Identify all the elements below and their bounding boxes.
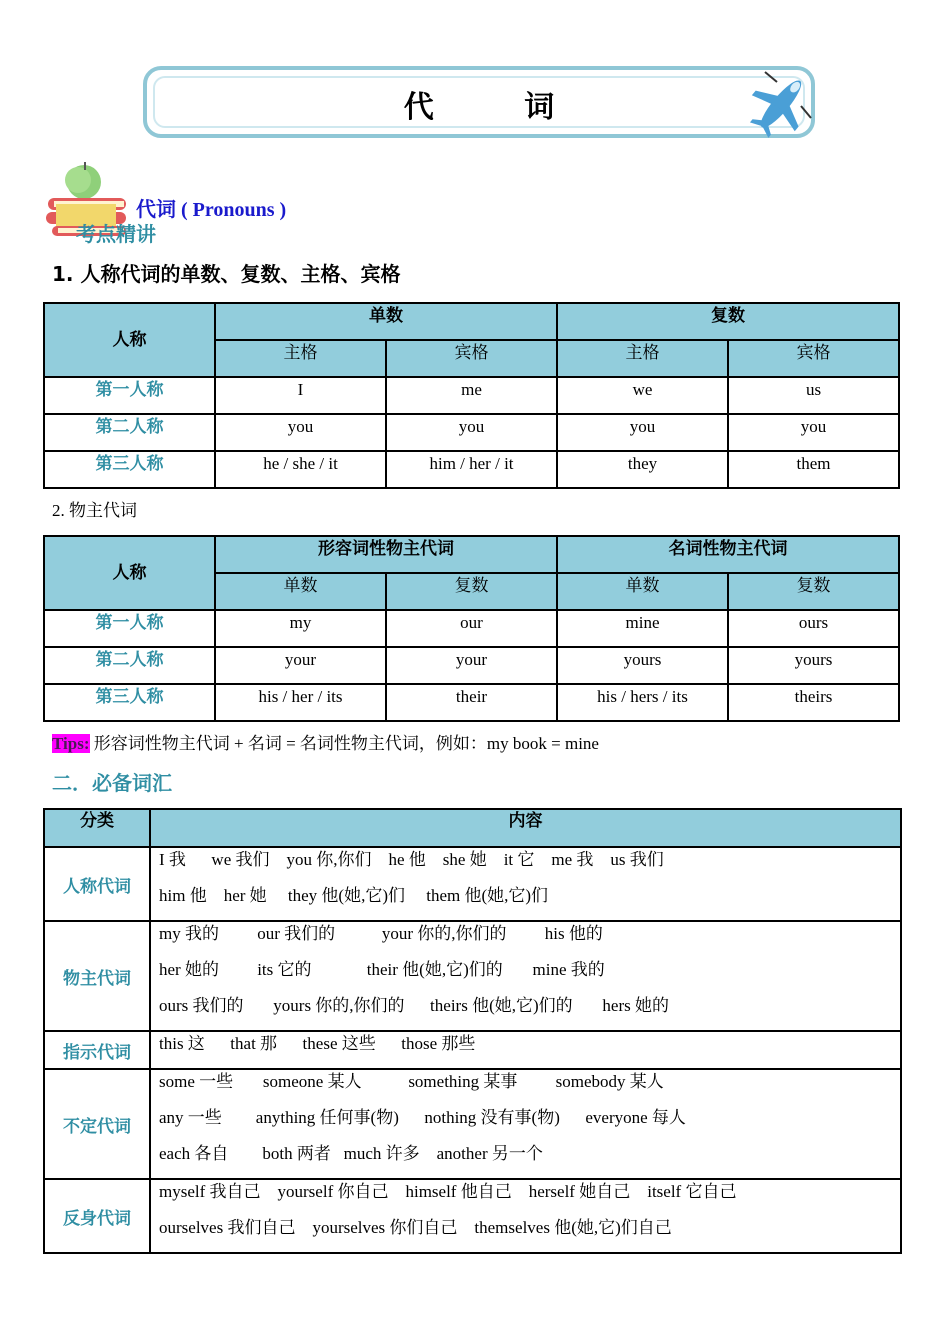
header-adjective-possessive: 形容词性物主代词 [215, 536, 557, 573]
table-cell: me [386, 377, 557, 414]
table-row [44, 377, 899, 414]
table-cell: our [386, 610, 557, 647]
table-row [44, 1069, 901, 1179]
table-row [44, 451, 899, 488]
section-subtitle: 考点精讲 [76, 222, 156, 246]
tips-text: 形容词性物主代词 + 名词 = 名词性物主代词，例如：my book = mine [89, 734, 599, 753]
content-line: each 各自 both 两者 much 许多 another 另一个 [159, 1144, 543, 1163]
heading-possessive-pronouns: 2. 物主代词 [52, 501, 137, 520]
table-cell: you [557, 414, 728, 451]
row-label: 第一人称 [44, 610, 215, 647]
tips-note [52, 729, 599, 754]
table-cell: him / her / it [386, 451, 557, 488]
table-cell: we [557, 377, 728, 414]
table-cell: your [215, 647, 386, 684]
table-row [44, 921, 901, 1031]
content-line: ours 我们的 yours 你的,你们的 theirs 他(她,它)们的 hers 她的 [159, 996, 669, 1015]
row-label: 第三人称 [44, 684, 215, 721]
category-label: 人称代词 [44, 847, 150, 921]
airplane-icon [745, 68, 817, 140]
content-line: him 他 her 她 they 他(她,它)们 them 他(她,它)们 [159, 886, 549, 905]
table-cell: your [386, 647, 557, 684]
table-cell: you [728, 414, 899, 451]
table-cell: them [728, 451, 899, 488]
subheader: 复数 [728, 573, 899, 610]
table-row [44, 847, 901, 921]
table-row [44, 647, 899, 684]
table-row [44, 414, 899, 451]
table-cell: I [215, 377, 386, 414]
row-label: 第二人称 [44, 647, 215, 684]
content-cell [150, 921, 901, 1031]
content-line: this 这 that 那 these 这些 those 那些 [159, 1034, 476, 1053]
content-line: her 她的 its 它的 their 他(她,它)们的 mine 我的 [159, 960, 605, 979]
subheader: 主格 [557, 340, 728, 377]
category-label: 反身代词 [44, 1179, 150, 1253]
content-line: some 一些 someone 某人 something 某事 somebody 某人 [159, 1072, 664, 1091]
heading-personal-pronouns: 1. 人称代词的单数、复数、主格、宾格 [52, 262, 401, 286]
category-label: 不定代词 [44, 1069, 150, 1179]
header-person: 人称 [44, 303, 215, 377]
content-cell [150, 1179, 901, 1253]
section-title-vocabulary: 二．必备词汇 [52, 771, 172, 795]
table-row [44, 610, 899, 647]
header-content: 内容 [150, 809, 901, 847]
content-line: ourselves 我们自己 yourselves 你们自己 themselves 他(她,它)们自己 [159, 1218, 672, 1237]
row-label: 第二人称 [44, 414, 215, 451]
header-singular: 单数 [215, 303, 557, 340]
table-cell: yours [557, 647, 728, 684]
header-person: 人称 [44, 536, 215, 610]
category-label: 指示代词 [44, 1031, 150, 1069]
table-row [44, 1031, 901, 1069]
content-cell [150, 1031, 901, 1069]
table-cell: his / her / its [215, 684, 386, 721]
table-cell: they [557, 451, 728, 488]
page-title: 代 词 [403, 90, 595, 125]
content-line: any 一些 anything 任何事(物) nothing 没有事(物) everyone 每人 [159, 1108, 686, 1127]
table-cell: his / hers / its [557, 684, 728, 721]
possessive-pronoun-table [43, 535, 900, 722]
table-cell: you [215, 414, 386, 451]
table-row [44, 1179, 901, 1253]
table-cell: he / she / it [215, 451, 386, 488]
table-cell: you [386, 414, 557, 451]
category-label: 物主代词 [44, 921, 150, 1031]
title-banner [143, 66, 815, 138]
subheader: 宾格 [386, 340, 557, 377]
tips-tag: Tips: [52, 734, 90, 753]
table-cell: ours [728, 610, 899, 647]
subheader: 单数 [215, 573, 386, 610]
subheader: 复数 [386, 573, 557, 610]
content-line: I 我 we 我们 you 你,你们 he 他 she 她 it 它 me 我 us 我们 [159, 850, 664, 869]
content-cell [150, 847, 901, 921]
content-cell [150, 1069, 901, 1179]
header-noun-possessive: 名词性物主代词 [557, 536, 899, 573]
section-title-pronouns: 代词 ( Pronouns ) [136, 199, 287, 221]
table-row [44, 684, 899, 721]
header-plural: 复数 [557, 303, 899, 340]
subheader: 主格 [215, 340, 386, 377]
table-cell: their [386, 684, 557, 721]
row-label: 第一人称 [44, 377, 215, 414]
table-cell: my [215, 610, 386, 647]
vocabulary-table [43, 808, 902, 1254]
personal-pronoun-table [43, 302, 900, 489]
header-category: 分类 [44, 809, 150, 847]
content-line: myself 我自己 yourself 你自己 himself 他自己 herself 她自己 itself 它自己 [159, 1182, 737, 1201]
table-cell: yours [728, 647, 899, 684]
content-line: my 我的 our 我们的 your 你的,你们的 his 他的 [159, 924, 603, 943]
table-cell: theirs [728, 684, 899, 721]
subheader: 单数 [557, 573, 728, 610]
row-label: 第三人称 [44, 451, 215, 488]
table-cell: mine [557, 610, 728, 647]
table-cell: us [728, 377, 899, 414]
subheader: 宾格 [728, 340, 899, 377]
